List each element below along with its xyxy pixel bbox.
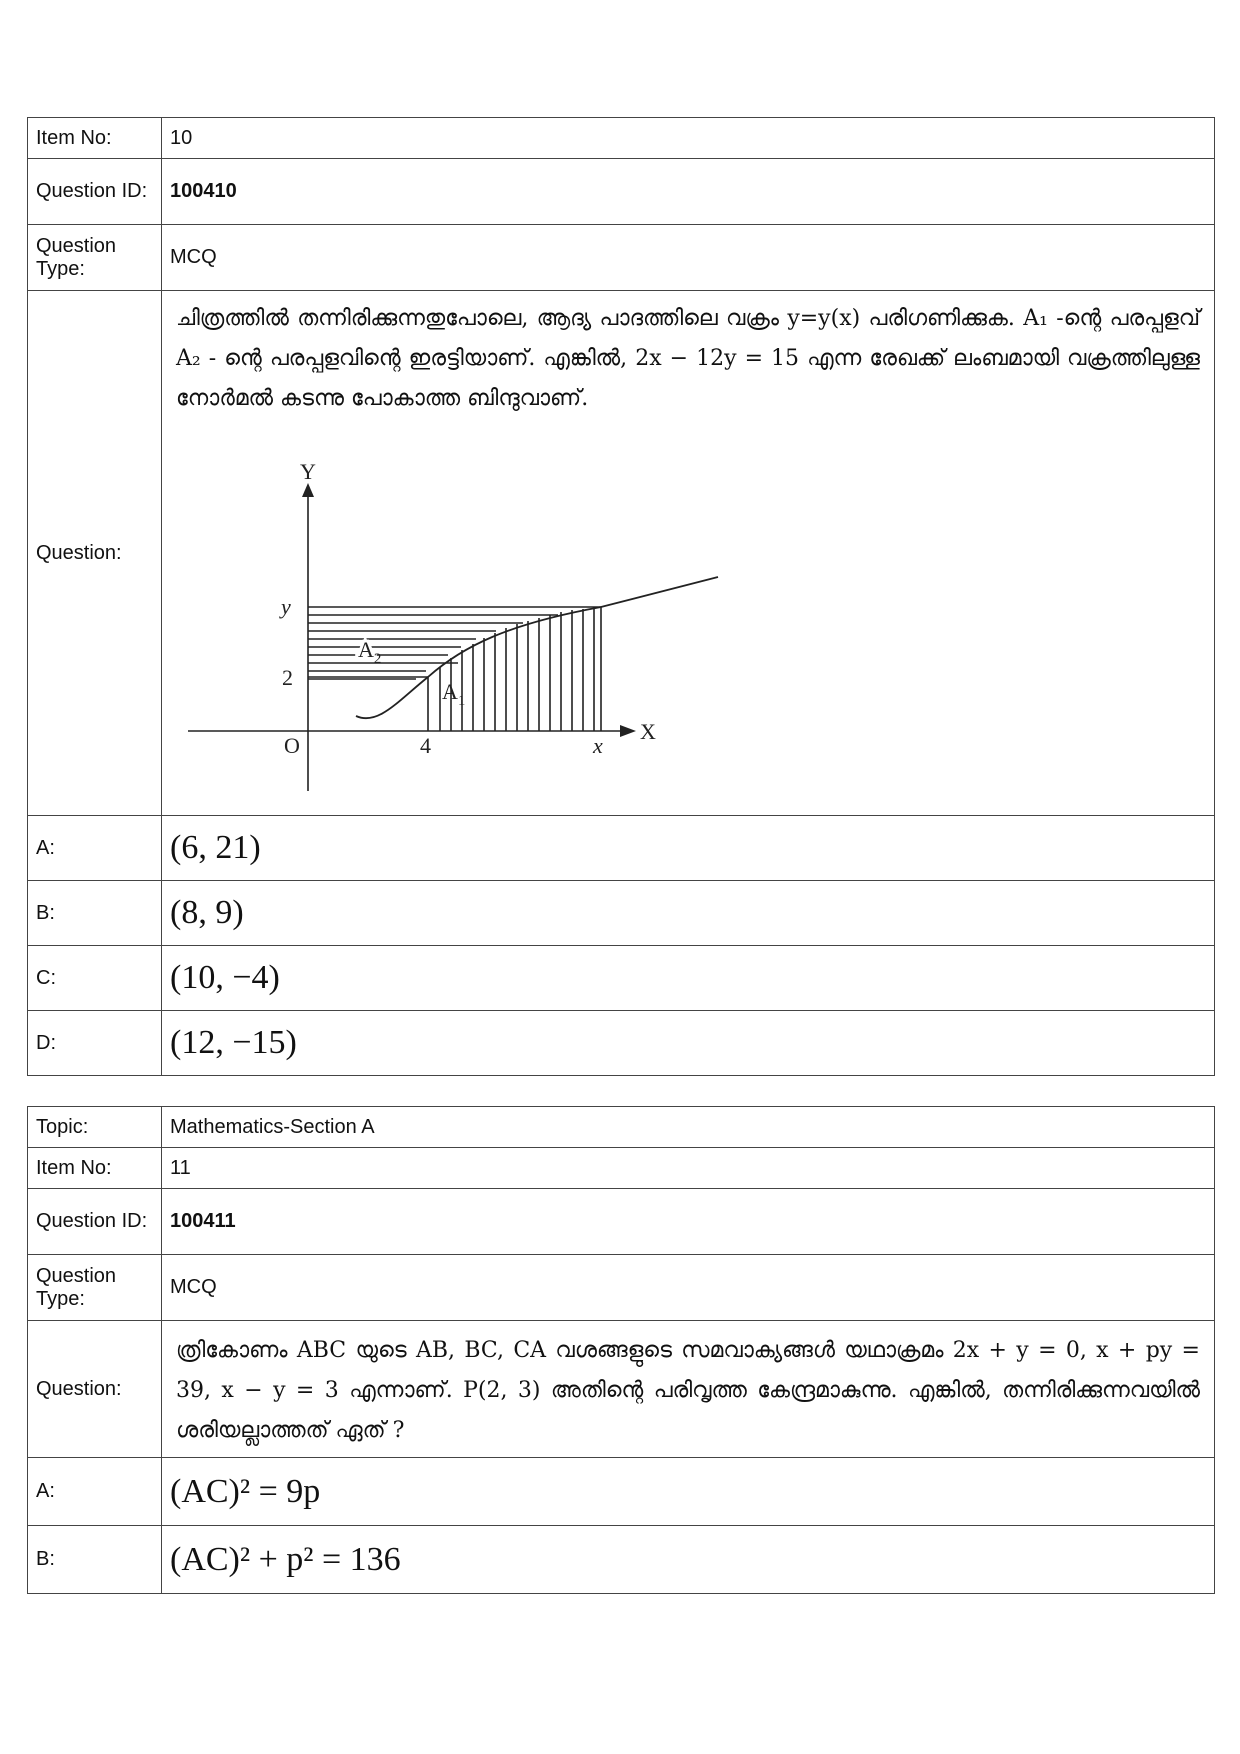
option-b-label: B: xyxy=(28,1526,162,1594)
question-type-value: MCQ xyxy=(162,1255,1215,1321)
topic-label: Topic: xyxy=(28,1107,162,1148)
y-axis-label: Y xyxy=(300,459,316,484)
option-row[interactable] xyxy=(28,1526,1215,1594)
x-axis-arrow-icon xyxy=(620,725,636,737)
y-mark-label: y xyxy=(281,594,291,619)
y-axis-arrow-icon xyxy=(302,483,314,497)
question-type-label: Question Type: xyxy=(28,1255,162,1321)
question-id-label: Question ID: xyxy=(28,159,162,225)
option-row[interactable] xyxy=(28,1458,1215,1526)
question-11-table xyxy=(27,1106,1215,1594)
question-text: ത്രികോണം ABC യുടെ AB, BC, CA വശങ്ങളുടെ സമവാക്യങ്ങൾ യഥാക്രമം 2x + y = 0, x + py = 39, x − y = 3 എന്നാണ്. P(2, 3) അതിന്റെ പരിവൃത്ത കേന്ദ്രമാകുന്നു. എങ്കിൽ, തന്നിരിക്കുന്നവയിൽ ശരിയല്ലാത്തത് ഏത് ? xyxy=(176,1338,1200,1443)
item-no-value: 10 xyxy=(162,118,1215,159)
option-row[interactable] xyxy=(28,946,1215,1011)
question-label: Question: xyxy=(28,291,162,816)
question-id-value: 100410 xyxy=(162,159,1215,225)
origin-label: O xyxy=(284,733,300,758)
option-a-label: A: xyxy=(28,1458,162,1526)
option-d-text: (12, −15) xyxy=(162,1011,1215,1076)
question-label: Question: xyxy=(28,1321,162,1458)
question-id-value: 100411 xyxy=(162,1189,1215,1255)
question-type-value: MCQ xyxy=(162,225,1215,291)
option-row[interactable] xyxy=(28,1011,1215,1076)
area-curve-diagram xyxy=(178,431,738,796)
option-a-text: (AC)² = 9p xyxy=(162,1458,1215,1526)
option-b-text: (8, 9) xyxy=(162,881,1215,946)
question-body xyxy=(162,291,1215,816)
topic-value: Mathematics-Section A xyxy=(162,1107,1215,1148)
option-row[interactable] xyxy=(28,816,1215,881)
option-a-text: (6, 21) xyxy=(162,816,1215,881)
question-body xyxy=(162,1321,1215,1458)
x-mark-label: x xyxy=(593,733,603,758)
item-no-label: Item No: xyxy=(28,1148,162,1189)
x-mark-4-label: 4 xyxy=(420,733,431,758)
item-no-label: Item No: xyxy=(28,118,162,159)
x-axis-label: X xyxy=(640,719,656,744)
region-a1-label: $A_1$ xyxy=(442,679,466,709)
region-a2-label: $A_2$ xyxy=(358,637,382,667)
option-b-label: B: xyxy=(28,881,162,946)
option-c-label: C: xyxy=(28,946,162,1011)
question-text: ചിത്രത്തിൽ തന്നിരിക്കുന്നതുപോലെ, ആദ്യ പാദത്തിലെ വക്രം y=y(x) പരിഗണിക്കുക. A₁ -ന്റെ പരപ്പളവ് A₂ - ന്റെ പരപ്പളവിന്റെ ഇരട്ടിയാണ്. എങ്കിൽ, 2x − 12y = 15 എന്ന രേഖക്ക് ലംബമായി വക്രത്തിലുള്ള നോർമൽ കടന്നു പോകാത്ത ബിന്ദുവാണ്. xyxy=(176,306,1200,411)
question-id-label: Question ID: xyxy=(28,1189,162,1255)
option-row[interactable] xyxy=(28,881,1215,946)
question-type-label: Question Type: xyxy=(28,225,162,291)
item-no-value: 11 xyxy=(162,1148,1215,1189)
y-mark-2-label: 2 xyxy=(282,665,293,690)
question-10-table xyxy=(27,117,1215,1076)
option-a-label: A: xyxy=(28,816,162,881)
option-b-text: (AC)² + p² = 136 xyxy=(162,1526,1215,1594)
option-c-text: (10, −4) xyxy=(162,946,1215,1011)
option-d-label: D: xyxy=(28,1011,162,1076)
